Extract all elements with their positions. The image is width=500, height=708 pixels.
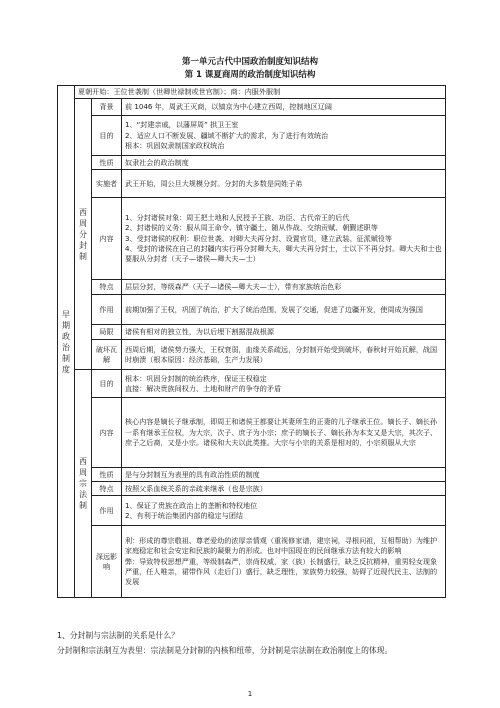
knowledge-table bbox=[57, 85, 446, 598]
fengjian-row-content bbox=[122, 198, 446, 280]
zongfa-row-label: 内容 bbox=[92, 398, 122, 468]
zongfa-row-label: 作用 bbox=[92, 496, 122, 526]
zongfa-row-label: 性质 bbox=[92, 468, 122, 482]
zongfa-content-line: 利：形成的尊宗敬祖、尊老爱幼的浓厚亲情观（重视修家谱，建宗祠，寻根问祖，互相帮助）为维护家庭稳定和社会安定和民族的凝聚力的形成。也对中国现在的民间继承方法有较大的影响 bbox=[125, 536, 438, 556]
fengjian-row-content bbox=[122, 280, 446, 295]
fengjian-content-line: 奴隶社会的政治制度 bbox=[125, 157, 189, 167]
fengjian-content-line: 1、“封建亲戚，以藩屏周” 拱卫王室 bbox=[125, 120, 239, 130]
fengjian-row bbox=[58, 99, 446, 116]
fengjian-row-content bbox=[122, 156, 446, 170]
fengjian-content-line: 武王开始，周公旦大规模分封。分封的大多数是同姓子弟 bbox=[125, 178, 303, 188]
fengjian-content-line: 1、分封诸侯对象：周王把土地和人民授予王族、功臣、古代帝王的后代 bbox=[125, 213, 350, 223]
zongfa-row-content bbox=[122, 496, 446, 526]
zongfa-row-label: 特点 bbox=[92, 482, 122, 496]
zongfa-row bbox=[58, 370, 446, 398]
early-political-system-label: 早 期 政 治 制 度 bbox=[58, 86, 75, 598]
fengjian-row bbox=[58, 198, 446, 280]
question-text: 1、分封制与宗法制的关系是什么？ bbox=[57, 631, 179, 640]
page-number: 1 bbox=[247, 690, 253, 698]
fengjian-row-content bbox=[122, 170, 446, 198]
zongfa-row bbox=[58, 468, 446, 482]
lesson-title: 第 1 课夏商周的政治制度知识结构 bbox=[184, 70, 316, 80]
fengjian-row bbox=[58, 170, 446, 198]
fengjian-row bbox=[58, 325, 446, 340]
fengjian-row-label: 目的 bbox=[92, 116, 122, 156]
zongfa-content-line: 1、保证了贵族在政治上的垄断和特权地位 bbox=[125, 500, 258, 510]
zongfa-row-label: 深远影响 bbox=[92, 526, 122, 598]
fengjian-row-label: 特点 bbox=[92, 280, 122, 295]
zongfa-content-line: 弊：导致特权思想严重，等级制森严，崇尚权威，家（族）长制盛行，缺乏反抗精神，重男轻女现象严重，任人唯亲，裙带作风（走后门）盛行，缺乏理性，家族势力较强，妨碍了近现代民主、法制的发展 bbox=[125, 556, 438, 586]
fengjian-content-line: 2、封诸侯的义务：服从周王命令、镇守疆土、随从作战、交纳贡赋、朝觐述职等 bbox=[125, 223, 378, 233]
fengjian-row-content bbox=[122, 295, 446, 325]
fengjian-content-line: 层层分封，等级森严（天子—诸侯—卿大夫—士），带有家族统治色彩 bbox=[125, 282, 342, 292]
fengjian-row-label: 作用 bbox=[92, 295, 122, 325]
fengjian-row-content bbox=[122, 99, 446, 116]
zongfa-content-line: 是与分封制互为表里的具有政治性质的制度 bbox=[125, 469, 260, 479]
zongfa-content-line: 根本：巩固分封制的统治秩序，保证王权稳定 bbox=[125, 373, 267, 383]
fengjian-content-line: 前期加强了王权，巩固了统治，扩大了统治范围，发展了交通，促进了边疆开发，使周成为强国 bbox=[125, 304, 423, 314]
xia-shang-cell: 夏朝开始：王位世袭制（世卿世禄制或世官制）；商：内服外服制 bbox=[75, 86, 446, 99]
fengjian-row-content bbox=[122, 325, 446, 340]
fengjian-content-line: 3、受封诸侯的权利：职位世袭、对卿大夫再分封、设置官员，建立武装、征派赋役等 bbox=[125, 233, 392, 243]
fengjian-row-label: 内容 bbox=[92, 198, 122, 280]
zongfa-row-content bbox=[122, 526, 446, 598]
zongfa-row bbox=[58, 496, 446, 526]
zongfa-row bbox=[58, 398, 446, 468]
zongfa-section-label: 西 周 宗 法 制 bbox=[75, 370, 92, 598]
fengjian-row-label: 性质 bbox=[92, 156, 122, 170]
fengjian-content-line: 4、受封的诸侯在自己的封疆内实行再分封卿大夫，卿大夫再分封士，士以下不再分封。卿大夫和士也要服从分封者（天子—诸侯—卿大夫—士） bbox=[125, 243, 442, 263]
fengjian-row bbox=[58, 156, 446, 170]
fengjian-content-line: 西周后期，诸侯势力强大，王权衰弱，血缘关系疏远，分封制开始受到破坏，春秋时开始瓦解，战国时崩溃（根本原因：经济基础，生产力发展） bbox=[125, 344, 438, 364]
zongfa-content-line: 2、有利于统治集团内部的稳定与团结 bbox=[125, 510, 244, 520]
zongfa-row-content bbox=[122, 482, 446, 496]
fengjian-row-content bbox=[122, 116, 446, 156]
zongfa-row-content bbox=[122, 468, 446, 482]
fengjian-row-label: 实施者 bbox=[92, 170, 122, 198]
fengjian-row-label: 背景 bbox=[92, 99, 122, 116]
fengjian-row-label: 破坏瓦解 bbox=[92, 340, 122, 370]
document-title: 第一单元古代中国政治制度知识结构 bbox=[181, 57, 318, 67]
fengjian-content-line: 根本：巩固奴隶制国家政权统治 bbox=[125, 140, 225, 150]
zongfa-content-line: 直接：解决贵族间权力、土地和财产的争夺的矛盾 bbox=[125, 383, 282, 393]
fengjian-content-line: 前 1046 年，周武王灭商，以镐京为中心建立西周，控制地区辽阔 bbox=[125, 102, 332, 112]
zongfa-content-line: 核心内容是嫡长子继承制，即周王和诸侯王都要让其妻所生的正妻的儿子继承王位。嫡长子、嫡长孙一系有继承王位权，为大宗，次子、庶子为小宗；庶子的嫡长子、嫡长孙为本支又是大宗，其次子、庶子之后裔，又是小宗。诸侯和大夫以此类推。大宗与小宗的关系是相对的，小宗须服从大宗 bbox=[125, 417, 438, 447]
zongfa-row-label: 目的 bbox=[92, 370, 122, 398]
fengjian-row bbox=[58, 280, 446, 295]
table-row-xia bbox=[58, 86, 446, 99]
answer-text: 分封制和宗法制互为表里：宗法制是分封制的内核和纽带，分封制是宗法制在政治制度上的体现。 bbox=[57, 646, 393, 655]
fengjian-row-content bbox=[122, 340, 446, 370]
fengjian-row bbox=[58, 340, 446, 370]
fengjian-section-label: 西 周 分 封 制 bbox=[75, 99, 92, 370]
fengjian-row-label: 局限 bbox=[92, 325, 122, 340]
zongfa-row-content bbox=[122, 398, 446, 468]
fengjian-content-line: 2、适应人口不断发展、疆域不断扩大的需求，为了进行有效统治 bbox=[125, 130, 329, 140]
zongfa-row-content bbox=[122, 370, 446, 398]
zongfa-row bbox=[58, 482, 446, 496]
fengjian-content-line: 诸侯有相对的独立性，为以后埋下割据混战根源 bbox=[125, 327, 274, 337]
fengjian-row bbox=[58, 116, 446, 156]
fengjian-row bbox=[58, 295, 446, 325]
zongfa-content-line: 按照父系血统关系的亲疏来继承（也是宗族） bbox=[125, 483, 267, 493]
zongfa-row bbox=[58, 526, 446, 598]
